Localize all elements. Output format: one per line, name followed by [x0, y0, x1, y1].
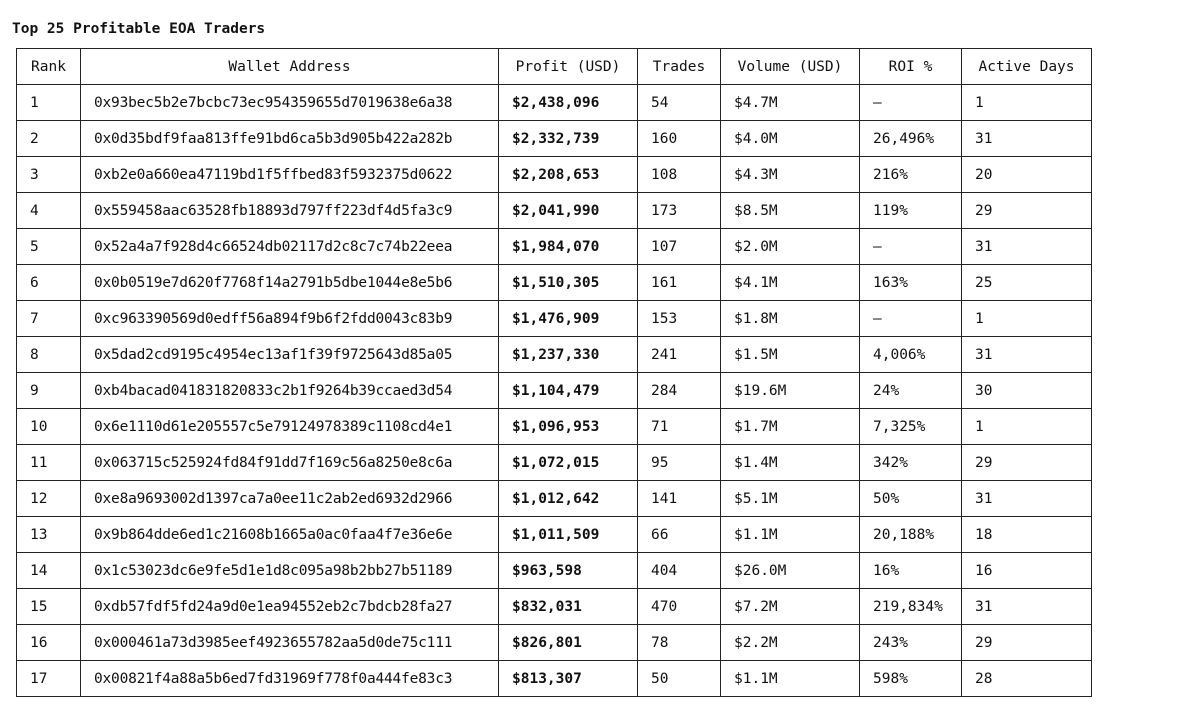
table-row — [17, 157, 1092, 193]
cell-trades: 153 — [638, 301, 721, 337]
cell-roi: 243% — [860, 625, 962, 661]
cell-rank: 10 — [17, 409, 81, 445]
cell-active-days: 18 — [962, 517, 1092, 553]
table-row — [17, 265, 1092, 301]
cell-active-days: 28 — [962, 661, 1092, 697]
cell-profit: $1,012,642 — [499, 481, 638, 517]
column-header-wallet-address: Wallet Address — [81, 49, 499, 85]
table-row — [17, 517, 1092, 553]
table-row — [17, 229, 1092, 265]
cell-trades: 284 — [638, 373, 721, 409]
cell-roi: 216% — [860, 157, 962, 193]
cell-rank: 8 — [17, 337, 81, 373]
cell-roi: 598% — [860, 661, 962, 697]
cell-roi: — — [860, 229, 962, 265]
cell-profit: $2,208,653 — [499, 157, 638, 193]
cell-profit: $1,104,479 — [499, 373, 638, 409]
cell-volume: $4.3M — [721, 157, 860, 193]
cell-trades: 161 — [638, 265, 721, 301]
cell-trades: 95 — [638, 445, 721, 481]
cell-wallet-address: 0x6e1110d61e205557c5e79124978389c1108cd4e1 — [81, 409, 499, 445]
column-header-volume: Volume (USD) — [721, 49, 860, 85]
cell-active-days: 29 — [962, 193, 1092, 229]
cell-wallet-address: 0x559458aac63528fb18893d797ff223df4d5fa3c9 — [81, 193, 499, 229]
cell-active-days: 31 — [962, 121, 1092, 157]
cell-active-days: 31 — [962, 481, 1092, 517]
column-header-active-days: Active Days — [962, 49, 1092, 85]
cell-rank: 2 — [17, 121, 81, 157]
cell-volume: $1.7M — [721, 409, 860, 445]
cell-trades: 78 — [638, 625, 721, 661]
cell-volume: $1.5M — [721, 337, 860, 373]
traders-table — [16, 48, 1092, 697]
cell-roi: 219,834% — [860, 589, 962, 625]
cell-profit: $1,476,909 — [499, 301, 638, 337]
cell-rank: 16 — [17, 625, 81, 661]
cell-active-days: 30 — [962, 373, 1092, 409]
cell-volume: $5.1M — [721, 481, 860, 517]
cell-trades: 470 — [638, 589, 721, 625]
table-row — [17, 121, 1092, 157]
table-row — [17, 409, 1092, 445]
cell-trades: 50 — [638, 661, 721, 697]
cell-volume: $8.5M — [721, 193, 860, 229]
cell-profit: $2,332,739 — [499, 121, 638, 157]
cell-volume: $4.7M — [721, 85, 860, 121]
cell-wallet-address: 0x00821f4a88a5b6ed7fd31969f778f0a444fe83c3 — [81, 661, 499, 697]
cell-active-days: 31 — [962, 337, 1092, 373]
cell-rank: 3 — [17, 157, 81, 193]
cell-active-days: 31 — [962, 589, 1092, 625]
column-header-trades: Trades — [638, 49, 721, 85]
cell-trades: 54 — [638, 85, 721, 121]
cell-rank: 9 — [17, 373, 81, 409]
cell-roi: 20,188% — [860, 517, 962, 553]
cell-roi: 16% — [860, 553, 962, 589]
cell-roi: 4,006% — [860, 337, 962, 373]
cell-wallet-address: 0x0b0519e7d620f7768f14a2791b5dbe1044e8e5b6 — [81, 265, 499, 301]
cell-active-days: 25 — [962, 265, 1092, 301]
cell-rank: 5 — [17, 229, 81, 265]
cell-rank: 17 — [17, 661, 81, 697]
cell-profit: $832,031 — [499, 589, 638, 625]
cell-trades: 108 — [638, 157, 721, 193]
table-row — [17, 553, 1092, 589]
table-row — [17, 625, 1092, 661]
cell-active-days: 29 — [962, 445, 1092, 481]
table-row — [17, 445, 1092, 481]
cell-volume: $19.6M — [721, 373, 860, 409]
table-row — [17, 481, 1092, 517]
cell-profit: $813,307 — [499, 661, 638, 697]
cell-roi: 7,325% — [860, 409, 962, 445]
cell-wallet-address: 0xdb57fdf5fd24a9d0e1ea94552eb2c7bdcb28fa27 — [81, 589, 499, 625]
cell-volume: $2.2M — [721, 625, 860, 661]
cell-rank: 1 — [17, 85, 81, 121]
cell-profit: $1,096,953 — [499, 409, 638, 445]
table-row — [17, 85, 1092, 121]
cell-roi: 26,496% — [860, 121, 962, 157]
cell-trades: 160 — [638, 121, 721, 157]
cell-volume: $2.0M — [721, 229, 860, 265]
cell-profit: $2,438,096 — [499, 85, 638, 121]
cell-profit: $2,041,990 — [499, 193, 638, 229]
cell-volume: $1.8M — [721, 301, 860, 337]
cell-volume: $4.0M — [721, 121, 860, 157]
cell-wallet-address: 0x52a4a7f928d4c66524db02117d2c8c7c74b22eea — [81, 229, 499, 265]
cell-wallet-address: 0x5dad2cd9195c4954ec13af1f39f9725643d85a05 — [81, 337, 499, 373]
cell-trades: 404 — [638, 553, 721, 589]
table-row — [17, 373, 1092, 409]
cell-active-days: 20 — [962, 157, 1092, 193]
cell-volume: $26.0M — [721, 553, 860, 589]
cell-wallet-address: 0xe8a9693002d1397ca7a0ee11c2ab2ed6932d2966 — [81, 481, 499, 517]
cell-profit: $1,237,330 — [499, 337, 638, 373]
cell-roi: 163% — [860, 265, 962, 301]
cell-active-days: 29 — [962, 625, 1092, 661]
cell-roi: 50% — [860, 481, 962, 517]
traders-table-container — [16, 48, 1092, 705]
cell-rank: 4 — [17, 193, 81, 229]
cell-active-days: 1 — [962, 301, 1092, 337]
table-row — [17, 193, 1092, 229]
cell-profit: $1,011,509 — [499, 517, 638, 553]
cell-roi: 342% — [860, 445, 962, 481]
cell-volume: $1.1M — [721, 517, 860, 553]
cell-wallet-address: 0x0d35bdf9faa813ffe91bd6ca5b3d905b422a282b — [81, 121, 499, 157]
cell-volume: $1.4M — [721, 445, 860, 481]
cell-rank: 11 — [17, 445, 81, 481]
cell-profit: $1,510,305 — [499, 265, 638, 301]
cell-wallet-address: 0xb2e0a660ea47119bd1f5ffbed83f5932375d0622 — [81, 157, 499, 193]
cell-roi: — — [860, 85, 962, 121]
table-row — [17, 661, 1092, 697]
cell-profit: $1,072,015 — [499, 445, 638, 481]
column-header-profit: Profit (USD) — [499, 49, 638, 85]
table-row — [17, 301, 1092, 337]
column-header-roi: ROI % — [860, 49, 962, 85]
cell-active-days: 31 — [962, 229, 1092, 265]
cell-roi: 119% — [860, 193, 962, 229]
cell-rank: 13 — [17, 517, 81, 553]
column-header-rank: Rank — [17, 49, 81, 85]
cell-rank: 12 — [17, 481, 81, 517]
cell-active-days: 16 — [962, 553, 1092, 589]
cell-wallet-address: 0x1c53023dc6e9fe5d1e1d8c095a98b2bb27b51189 — [81, 553, 499, 589]
cell-trades: 141 — [638, 481, 721, 517]
cell-wallet-address: 0xb4bacad041831820833c2b1f9264b39ccaed3d54 — [81, 373, 499, 409]
cell-rank: 7 — [17, 301, 81, 337]
cell-active-days: 1 — [962, 409, 1092, 445]
table-body — [17, 85, 1092, 697]
cell-rank: 6 — [17, 265, 81, 301]
cell-active-days: 1 — [962, 85, 1092, 121]
cell-profit: $826,801 — [499, 625, 638, 661]
cell-trades: 107 — [638, 229, 721, 265]
table-row — [17, 589, 1092, 625]
cell-volume: $4.1M — [721, 265, 860, 301]
cell-wallet-address: 0x9b864dde6ed1c21608b1665a0ac0faa4f7e36e6e — [81, 517, 499, 553]
cell-profit: $963,598 — [499, 553, 638, 589]
cell-wallet-address: 0x063715c525924fd84f91dd7f169c56a8250e8c6a — [81, 445, 499, 481]
page-title: Top 25 Profitable EOA Traders — [12, 21, 266, 37]
cell-wallet-address: 0xc963390569d0edff56a894f9b6f2fdd0043c83b9 — [81, 301, 499, 337]
cell-volume: $7.2M — [721, 589, 860, 625]
cell-roi: — — [860, 301, 962, 337]
cell-rank: 15 — [17, 589, 81, 625]
cell-trades: 241 — [638, 337, 721, 373]
table-row — [17, 337, 1092, 373]
cell-volume: $1.1M — [721, 661, 860, 697]
cell-profit: $1,984,070 — [499, 229, 638, 265]
cell-trades: 173 — [638, 193, 721, 229]
cell-trades: 71 — [638, 409, 721, 445]
cell-roi: 24% — [860, 373, 962, 409]
cell-trades: 66 — [638, 517, 721, 553]
cell-wallet-address: 0x000461a73d3985eef4923655782aa5d0de75c111 — [81, 625, 499, 661]
cell-wallet-address: 0x93bec5b2e7bcbc73ec954359655d7019638e6a38 — [81, 85, 499, 121]
table-header-row — [17, 49, 1092, 85]
cell-rank: 14 — [17, 553, 81, 589]
